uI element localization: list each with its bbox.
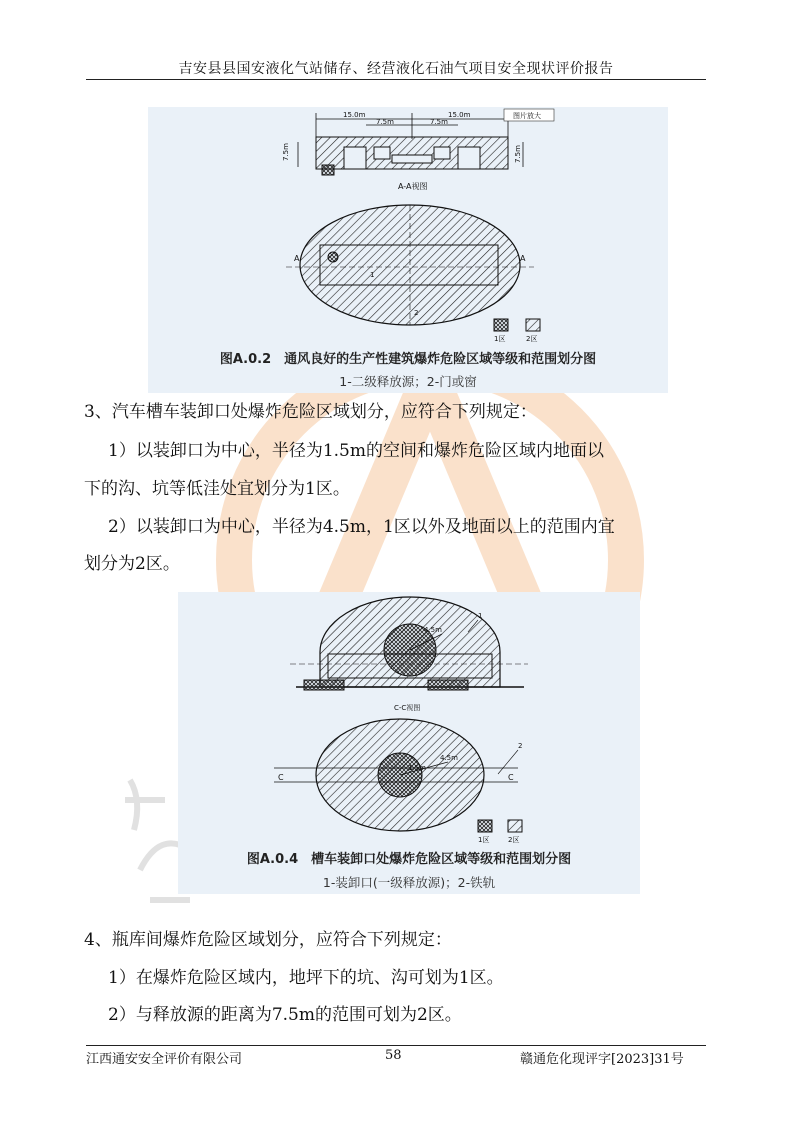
legend-zone1: 1区 — [494, 335, 506, 343]
zoom-button-label: 图片放大 — [513, 112, 541, 120]
figure2-caption: 图A.0.4 槽车装卸口处爆炸危险区域等级和范围划分图 — [246, 852, 572, 867]
section-a-right: A — [520, 254, 526, 263]
view-aa-label: A-A视图 — [398, 182, 428, 191]
section3-item1-line2: 下的沟、坑等低洼处宜划分为1区。 — [84, 479, 350, 499]
legend-zone2: 2区 — [526, 335, 538, 343]
fig2-radius-outer-top: 4.5m — [424, 626, 442, 634]
section-c-left: C — [278, 773, 284, 782]
point-1-label: 1 — [370, 271, 375, 279]
section4-item2: 2）与释放源的距离为7.5m的范围可划为2区。 — [108, 1005, 462, 1025]
page-header-title: 吉安县县国安液化气站储存、经营液化石油气项目安全现状评价报告 — [178, 61, 614, 77]
dim-half-right-label: 7.5m — [430, 118, 448, 126]
figure1-caption: 图A.0.2 通风良好的生产性建筑爆炸危险区域等级和范围划分图 — [219, 352, 597, 367]
figure1-legend-text: 1-二级释放源；2-门或窗 — [339, 374, 477, 389]
point-2-label: 2 — [414, 309, 419, 317]
figure-tanker-loading-port — [178, 592, 640, 894]
section3-item2-line1: 2）以装卸口为中心，半径为4.5m，1区以外及地面以上的范围内宜 — [108, 517, 615, 537]
section3-item1-line1: 1）以装卸口为中心，半径为1.5m的空间和爆炸危险区域内地面以 — [108, 441, 604, 461]
section-a-left: A — [294, 254, 300, 263]
dim-vert-left-label: 7.5m — [282, 143, 290, 161]
footer-doc-number: 赣通危化现评字[2023]31号 — [520, 1052, 684, 1067]
dim-right-label: 15.0m — [448, 111, 471, 119]
dim-vert-right-label: 7.5m — [514, 145, 522, 163]
section4-heading: 4、瓶库间爆炸危险区域划分，应符合下列规定： — [84, 930, 452, 950]
section-c-right: C — [508, 773, 514, 782]
fig2-legend-zone1: 1区 — [478, 836, 490, 844]
footer-company: 江西通安安全评价有限公司 — [86, 1052, 243, 1067]
fig2-callout-1: 1 — [478, 612, 483, 620]
fig2-legend-zone2: 2区 — [508, 836, 520, 844]
figure-ventilated-building — [148, 107, 668, 393]
view-cc-label: C-C视图 — [394, 704, 421, 712]
fig2-radius-inner: 1.5m — [408, 764, 426, 772]
section3-heading: 3、汽车槽车装卸口处爆炸危险区域划分，应符合下列规定： — [84, 402, 537, 422]
section4-item1: 1）在爆炸危险区域内，地坪下的坑、沟可划为1区。 — [108, 968, 504, 988]
dim-half-left-label: 7.5m — [376, 118, 394, 126]
fig2-radius-outer: 4.5m — [440, 754, 458, 762]
fig2-callout-2: 2 — [518, 742, 523, 750]
header-divider — [86, 79, 706, 80]
section3-item2-line2: 划分为2区。 — [84, 554, 180, 574]
footer-page-number: 58 — [385, 1048, 402, 1063]
footer-divider — [86, 1045, 706, 1046]
figure2-legend-text: 1-装卸口(一级释放源)；2-铁轨 — [322, 875, 496, 890]
dim-left-label: 15.0m — [343, 111, 366, 119]
